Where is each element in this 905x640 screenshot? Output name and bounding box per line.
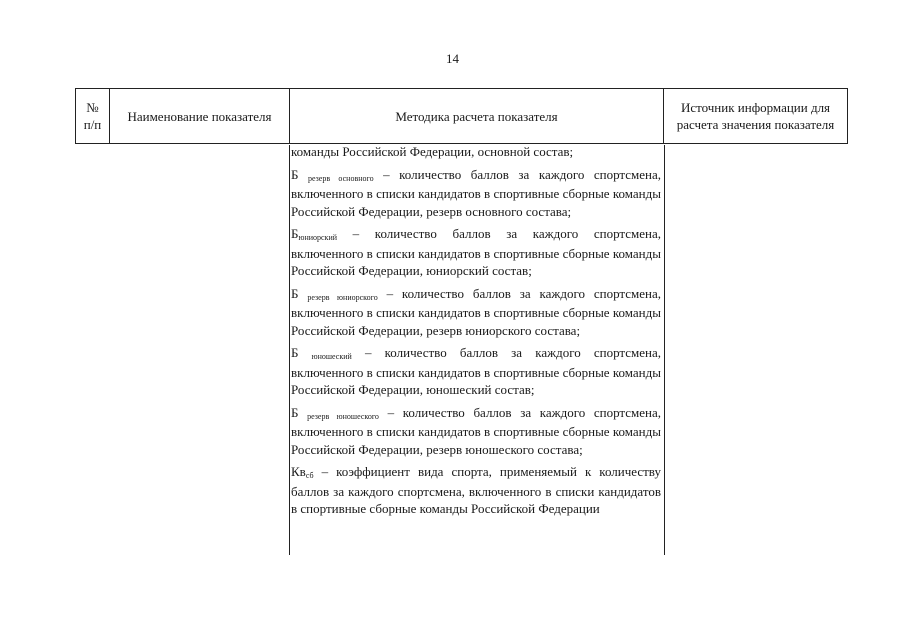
variable-subscript: резерв основного xyxy=(308,173,374,183)
variable-symbol: Б xyxy=(291,285,299,301)
paragraph-text: – количество баллов за каждого спортсмена, включенного в списки кандидатов в спортивные сборные команды Российской Федерации, юношеский состав; xyxy=(291,345,662,397)
method-paragraph xyxy=(291,463,661,518)
variable-symbol: Б xyxy=(291,166,299,182)
header-source: Источник информации для расчета значения показателя xyxy=(664,89,848,144)
method-paragraph xyxy=(291,344,661,399)
variable-symbol: Кв xyxy=(291,464,306,479)
paragraph-text: – количество баллов за каждого спортсмена, включенного в списки кандидатов в спортивные сборные команды Российской Федерации, резерв основного состава; xyxy=(291,166,661,219)
variable-symbol: Б xyxy=(291,345,299,360)
paragraph-text: команды Российской Федерации, основной состав; xyxy=(291,144,574,159)
method-paragraph xyxy=(291,143,661,161)
header-indicator-name: Наименование показателя xyxy=(110,89,290,144)
method-paragraph xyxy=(291,285,661,340)
paragraph-text: – количество баллов за каждого спортсмена, включенного в списки кандидатов в спортивные сборные команды Российской Федерации, юниорский состав; xyxy=(291,226,662,278)
method-paragraph xyxy=(291,166,661,221)
variable-subscript: юношеский xyxy=(311,352,352,361)
method-paragraph xyxy=(291,404,661,459)
variable-subscript: резерв юношеского xyxy=(307,411,379,421)
variable-symbol: Б xyxy=(291,404,299,420)
method-text xyxy=(291,143,661,523)
header-method: Методика расчета показателя xyxy=(290,89,664,144)
variable-subscript: юниорский xyxy=(298,233,338,242)
paragraph-text: – коэффициент вида спорта, применяемый к количеству баллов за каждого спортсмена, включенного в списки кандидатов в спортивные сборные команды Российской Федерации xyxy=(291,464,662,516)
indicator-table-header xyxy=(75,88,848,144)
header-number: № п/п xyxy=(76,89,110,144)
variable-subscript: сб xyxy=(305,471,314,480)
method-paragraph xyxy=(291,225,661,280)
page-number: 14 xyxy=(446,51,459,66)
variable-symbol: Б xyxy=(291,226,299,241)
paragraph-text: – количество баллов за каждого спортсмена, включенного в списки кандидатов в спортивные сборные команды Российской Федерации, резерв юношеского состава; xyxy=(291,404,662,457)
paragraph-text: – количество баллов за каждого спортсмена, включенного в списки кандидатов в спортивные сборные команды Российской Федерации, резерв юниорского состава; xyxy=(291,285,662,338)
variable-subscript: резерв юниорского xyxy=(307,292,378,302)
